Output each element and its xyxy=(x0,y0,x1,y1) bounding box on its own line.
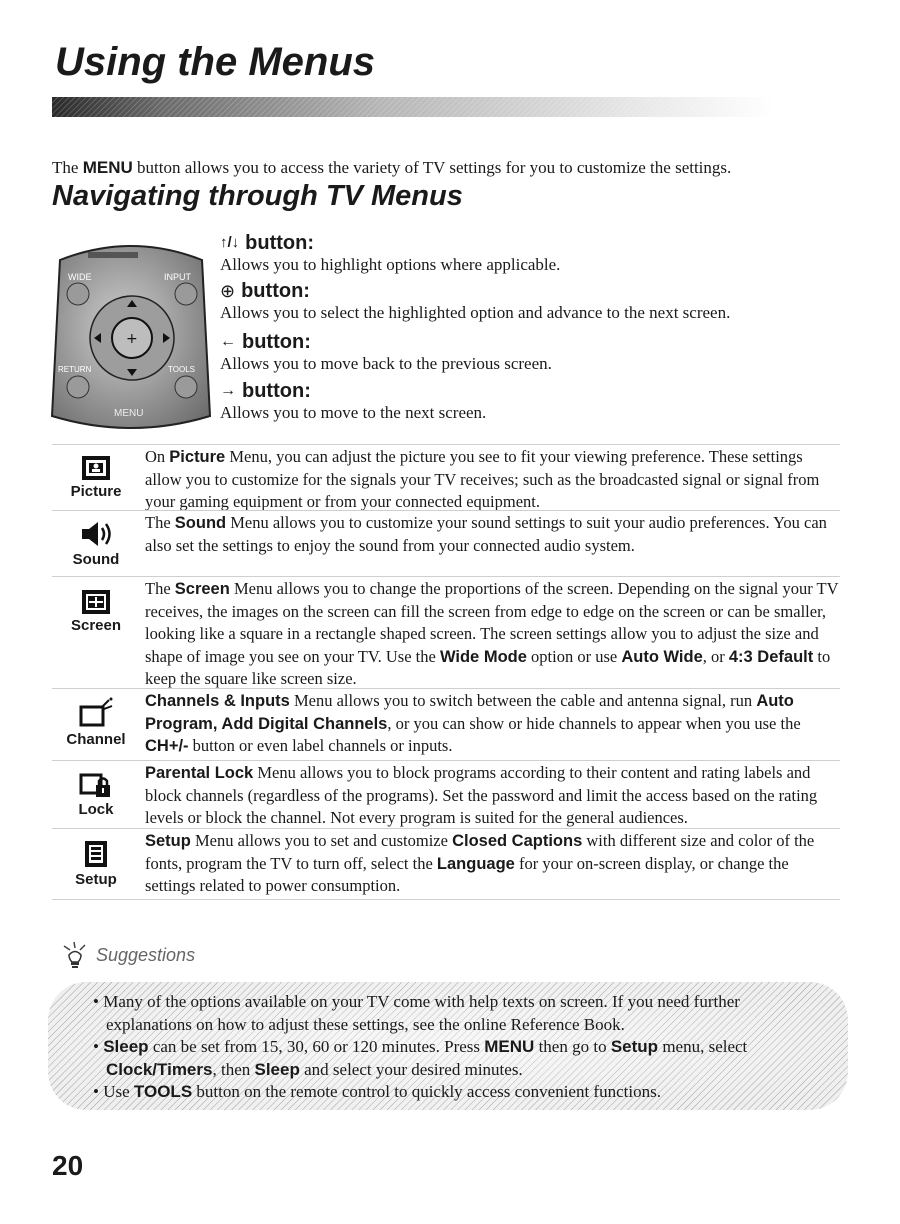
tip-tools: • Use TOOLS button on the remote control to quickly access convenient functions. xyxy=(93,1082,661,1101)
picture-icon xyxy=(81,455,111,481)
channel-description: Channels & Inputs Menu allows you to switch between the cable and antenna signal, run Auto Program, Add Digital Channels, or you can show or hide channels to appear when you use the CH+/- button or even label channels or inputs. xyxy=(145,691,801,755)
button-label: button: xyxy=(245,232,315,254)
setup-icon xyxy=(83,839,109,869)
menu-section-lock xyxy=(52,760,840,829)
button-description: Allows you to move back to the previous screen. xyxy=(220,354,552,373)
menu-section-screen xyxy=(52,576,840,689)
enter-button-icon: ⊕ xyxy=(220,281,236,301)
button-description: Allows you to select the highlighted option and advance to the next screen. xyxy=(220,303,731,322)
picture-description: On Picture Menu, you can adjust the picture you see to fit your viewing preference. These settings allow you to customize for the signals your TV receives; such as the broadcasted signal or signal from your gaming equipment or from your connected equipment. xyxy=(145,447,820,511)
button-label: button: xyxy=(242,380,311,402)
intro-paragraph: The MENU button allows you to access the variety of TV settings for you to customize the settings. xyxy=(52,158,732,177)
tip-help-texts: • Many of the options available on your TV come with help texts on screen. If you need further explanations on how to adjust these settings, see the online Reference Book. xyxy=(93,992,740,1034)
screen-description: The Screen Menu allows you to change the proportions of the screen. Depending on the signal your TV receives, the images on the screen can fill the screen from edge to edge on the screen or can be smaller, looking like a square in a rectangle shaped screen. The screen settings allow you to adjust the size and shape of image you see on your TV. Use the Wide Mode option or use Auto Wide, or 4:3 Default to keep the square like screen size. xyxy=(145,579,839,688)
setup-description: Setup Menu allows you to set and customize Closed Captions with different size and color of the fonts, program the TV to turn off, select the Language for your on-screen display, or change the settings related to power consumption. xyxy=(145,831,815,895)
svg-text:WIDE: WIDE xyxy=(68,272,92,282)
left-arrow-icon: ← xyxy=(220,333,236,350)
setup-label: Setup xyxy=(75,871,117,888)
button-label: button: xyxy=(242,331,311,353)
button-description-updown xyxy=(220,232,560,275)
button-description: Allows you to move to the next screen. xyxy=(220,403,487,422)
tip-sleep: • Sleep can be set from 15, 30, 60 or 120 minutes. Press MENU then go to Setup menu, select Clock/Timers, then Sleep and select your desired minutes. xyxy=(93,1037,748,1079)
screen-label: Screen xyxy=(70,617,122,634)
section-heading: Navigating through TV Menus xyxy=(52,180,463,212)
menu-section-picture xyxy=(52,444,840,511)
tips-list xyxy=(90,991,820,1104)
page-title: Using the Menus xyxy=(55,40,376,84)
up-down-arrow-icon: ↑/↓ xyxy=(220,234,240,251)
button-description: Allows you to highlight options where applicable. xyxy=(220,255,561,274)
button-description-back xyxy=(220,331,552,374)
button-description-enter xyxy=(220,280,730,323)
svg-text:MENU: MENU xyxy=(114,408,144,419)
svg-text:+: + xyxy=(126,331,138,347)
suggestions-heading: Suggestions xyxy=(96,944,196,965)
menu-section-channel xyxy=(52,688,840,761)
svg-text:INPUT: INPUT xyxy=(164,272,191,282)
lock-description: Parental Lock Menu allows you to block programs according to their content and rating labels and block channels (regardless of the programs). Set the password and limit the access based on the rating levels or block the channel. Not every program is suited for the general audiences. xyxy=(145,763,818,827)
lock-icon xyxy=(79,771,113,799)
lock-label: Lock xyxy=(78,801,114,818)
channel-antenna-icon xyxy=(78,697,114,729)
menu-section-setup xyxy=(52,828,840,900)
right-arrow-icon: → xyxy=(220,382,236,399)
menu-keyword: MENU xyxy=(82,158,133,177)
remote-control-image xyxy=(50,240,212,430)
page-number: 20 xyxy=(52,1150,84,1181)
lightbulb-icon xyxy=(60,940,90,970)
button-label: button: xyxy=(241,280,310,302)
picture-label: Picture xyxy=(70,483,122,500)
section-divider xyxy=(52,899,840,900)
speaker-icon xyxy=(78,519,114,549)
title-gradient-bar xyxy=(52,97,774,117)
svg-text:TOOLS: TOOLS xyxy=(168,365,195,374)
screen-icon xyxy=(81,589,111,615)
svg-text:RETURN: RETURN xyxy=(58,365,92,374)
sound-label: Sound xyxy=(72,551,120,568)
suggestions-header xyxy=(60,940,195,970)
sound-description: The Sound Menu allows you to customize your sound settings to suit your audio preferences. You can also set the settings to enjoy the sound from your connected audio system. xyxy=(145,513,827,555)
button-description-forward xyxy=(220,380,486,423)
channel-label: Channel xyxy=(66,731,126,748)
menu-section-sound xyxy=(52,510,840,577)
